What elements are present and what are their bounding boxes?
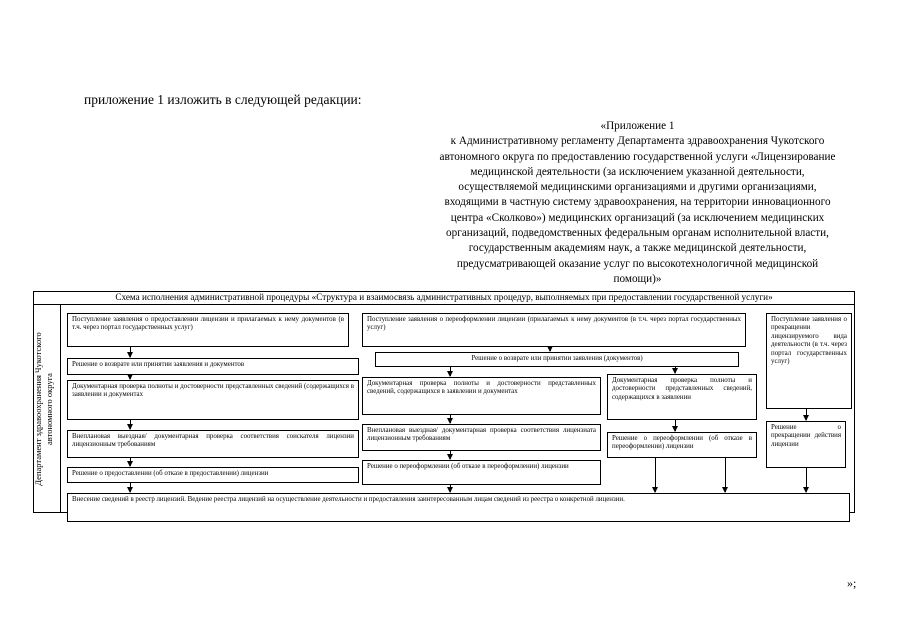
arrow-down-icon [806, 468, 807, 492]
arrow-down-icon [130, 375, 131, 379]
arrow-down-icon [130, 420, 131, 429]
arrow-down-icon [130, 458, 131, 466]
col2-document-check-box: Документарная проверка полноты и достоверности представленных сведений, содержащихся в заявлении и документах [362, 377, 601, 415]
arrow-down-icon [675, 367, 676, 373]
register-box: Внесение сведений в реестр лицензий. Ведение реестра лицензий на осуществление деятельности и предоставления заинтересованным лицам сведений из реестра о конкретной лицензии. [67, 493, 850, 522]
col3-reissue-decision-box: Решение о переоформлении (об отказе в переоформлении) лицензии [607, 432, 757, 458]
col4-termination-decision-box: Решение о прекращении действия лицензии [766, 421, 846, 468]
col2-reissue-decision-box: Решение о переоформлении (об отказе в переоформлении) лицензии [362, 460, 601, 485]
arrow-down-icon [450, 485, 451, 492]
col1-onsite-check-box: Внеплановая выездная/ документарная проверка соответствия соискателя лицензии лицензионным требованиям [67, 430, 359, 458]
closing-quote: »; [847, 576, 857, 590]
appendix-line: «Приложение 1 [600, 120, 675, 132]
arrow-down-icon [450, 415, 451, 423]
appendix-line: предусматривающей оказание услуг по высокотехнологичной медицинской [456, 257, 819, 270]
col2-application-box: Поступление заявления о переоформлении лицензии (прилагаемых к нему документов (в т.ч. через портал государственных услуг) [362, 313, 746, 347]
arrow-down-icon [130, 483, 131, 492]
arrow-down-icon [450, 367, 451, 376]
col2-return-decision-box: Решение о возврате или принятии заявления (документов) [375, 352, 739, 367]
col1-grant-decision-box: Решение о предоставлении (об отказе в предоставлении) лицензии [67, 467, 359, 483]
appendix-line: медицинской деятельности (за исключением указанной деятельности, [470, 165, 805, 178]
appendix-line: автономного округа по предоставлению государственной услуги «Лицензирование [439, 150, 836, 163]
arrow-down-icon [550, 347, 551, 351]
appendix-line: к Административному регламенту Департамента здравоохранения Чукотского [450, 135, 825, 148]
col1-return-decision-box: Решение о возврате или принятии заявления и документов [67, 358, 359, 375]
col1-document-check-box: Документарная проверка полноты и достоверности представленных сведений (содержащихся в заявлении и документах [67, 380, 359, 420]
arrow-down-icon [806, 409, 807, 420]
scheme-title: Схема исполнения административной процедуры «Структура и взаимосвязь административных процедур, выполняемых при предоставлении государственной услуги» [33, 291, 855, 305]
col3-document-check-box: Документарная проверка полноты и достоверности представленных сведений, содержащихся в заявлении [607, 374, 757, 420]
appendix-line: помощи)» [613, 272, 662, 285]
arrow-down-icon [130, 347, 131, 357]
col2-onsite-check-box: Внеплановая выездная/ документарная проверка соответствия лицензиата лицензионным требованиям [362, 424, 601, 451]
appendix-caption [405, 119, 870, 287]
col1-application-box: Поступление заявления о предоставлении лицензии и прилагаемых к нему документов (в т.ч. через портал государственных услуг) [67, 313, 349, 347]
arrow-down-icon [655, 458, 656, 492]
appendix-line: центра «Сколково») медицинских организаций (за исключением медицинских [450, 211, 825, 224]
appendix-line: государственным академиям наук, а также медицинской деятельности, [468, 242, 807, 255]
col4-termination-application-box: Поступление заявления о прекращении лицензируемого вида деятельности (в т.ч. через портал государственных услуг) [766, 313, 852, 409]
side-label: Департамент здравоохранения Чукотского автономного округа [33, 332, 54, 486]
intro-text: приложение 1 изложить в следующей редакции: [84, 92, 362, 107]
appendix-line: входящими в частную систему здравоохранения, на территории инновационного [444, 196, 831, 209]
arrow-down-icon [725, 458, 726, 492]
arrow-down-icon [450, 451, 451, 459]
appendix-line: организаций, подведомственных федеральным органам исполнительной власти, [446, 227, 829, 240]
arrow-down-icon [675, 420, 676, 431]
appendix-line: осуществляемой медицинскими организациями и другими организациями, [458, 181, 817, 194]
